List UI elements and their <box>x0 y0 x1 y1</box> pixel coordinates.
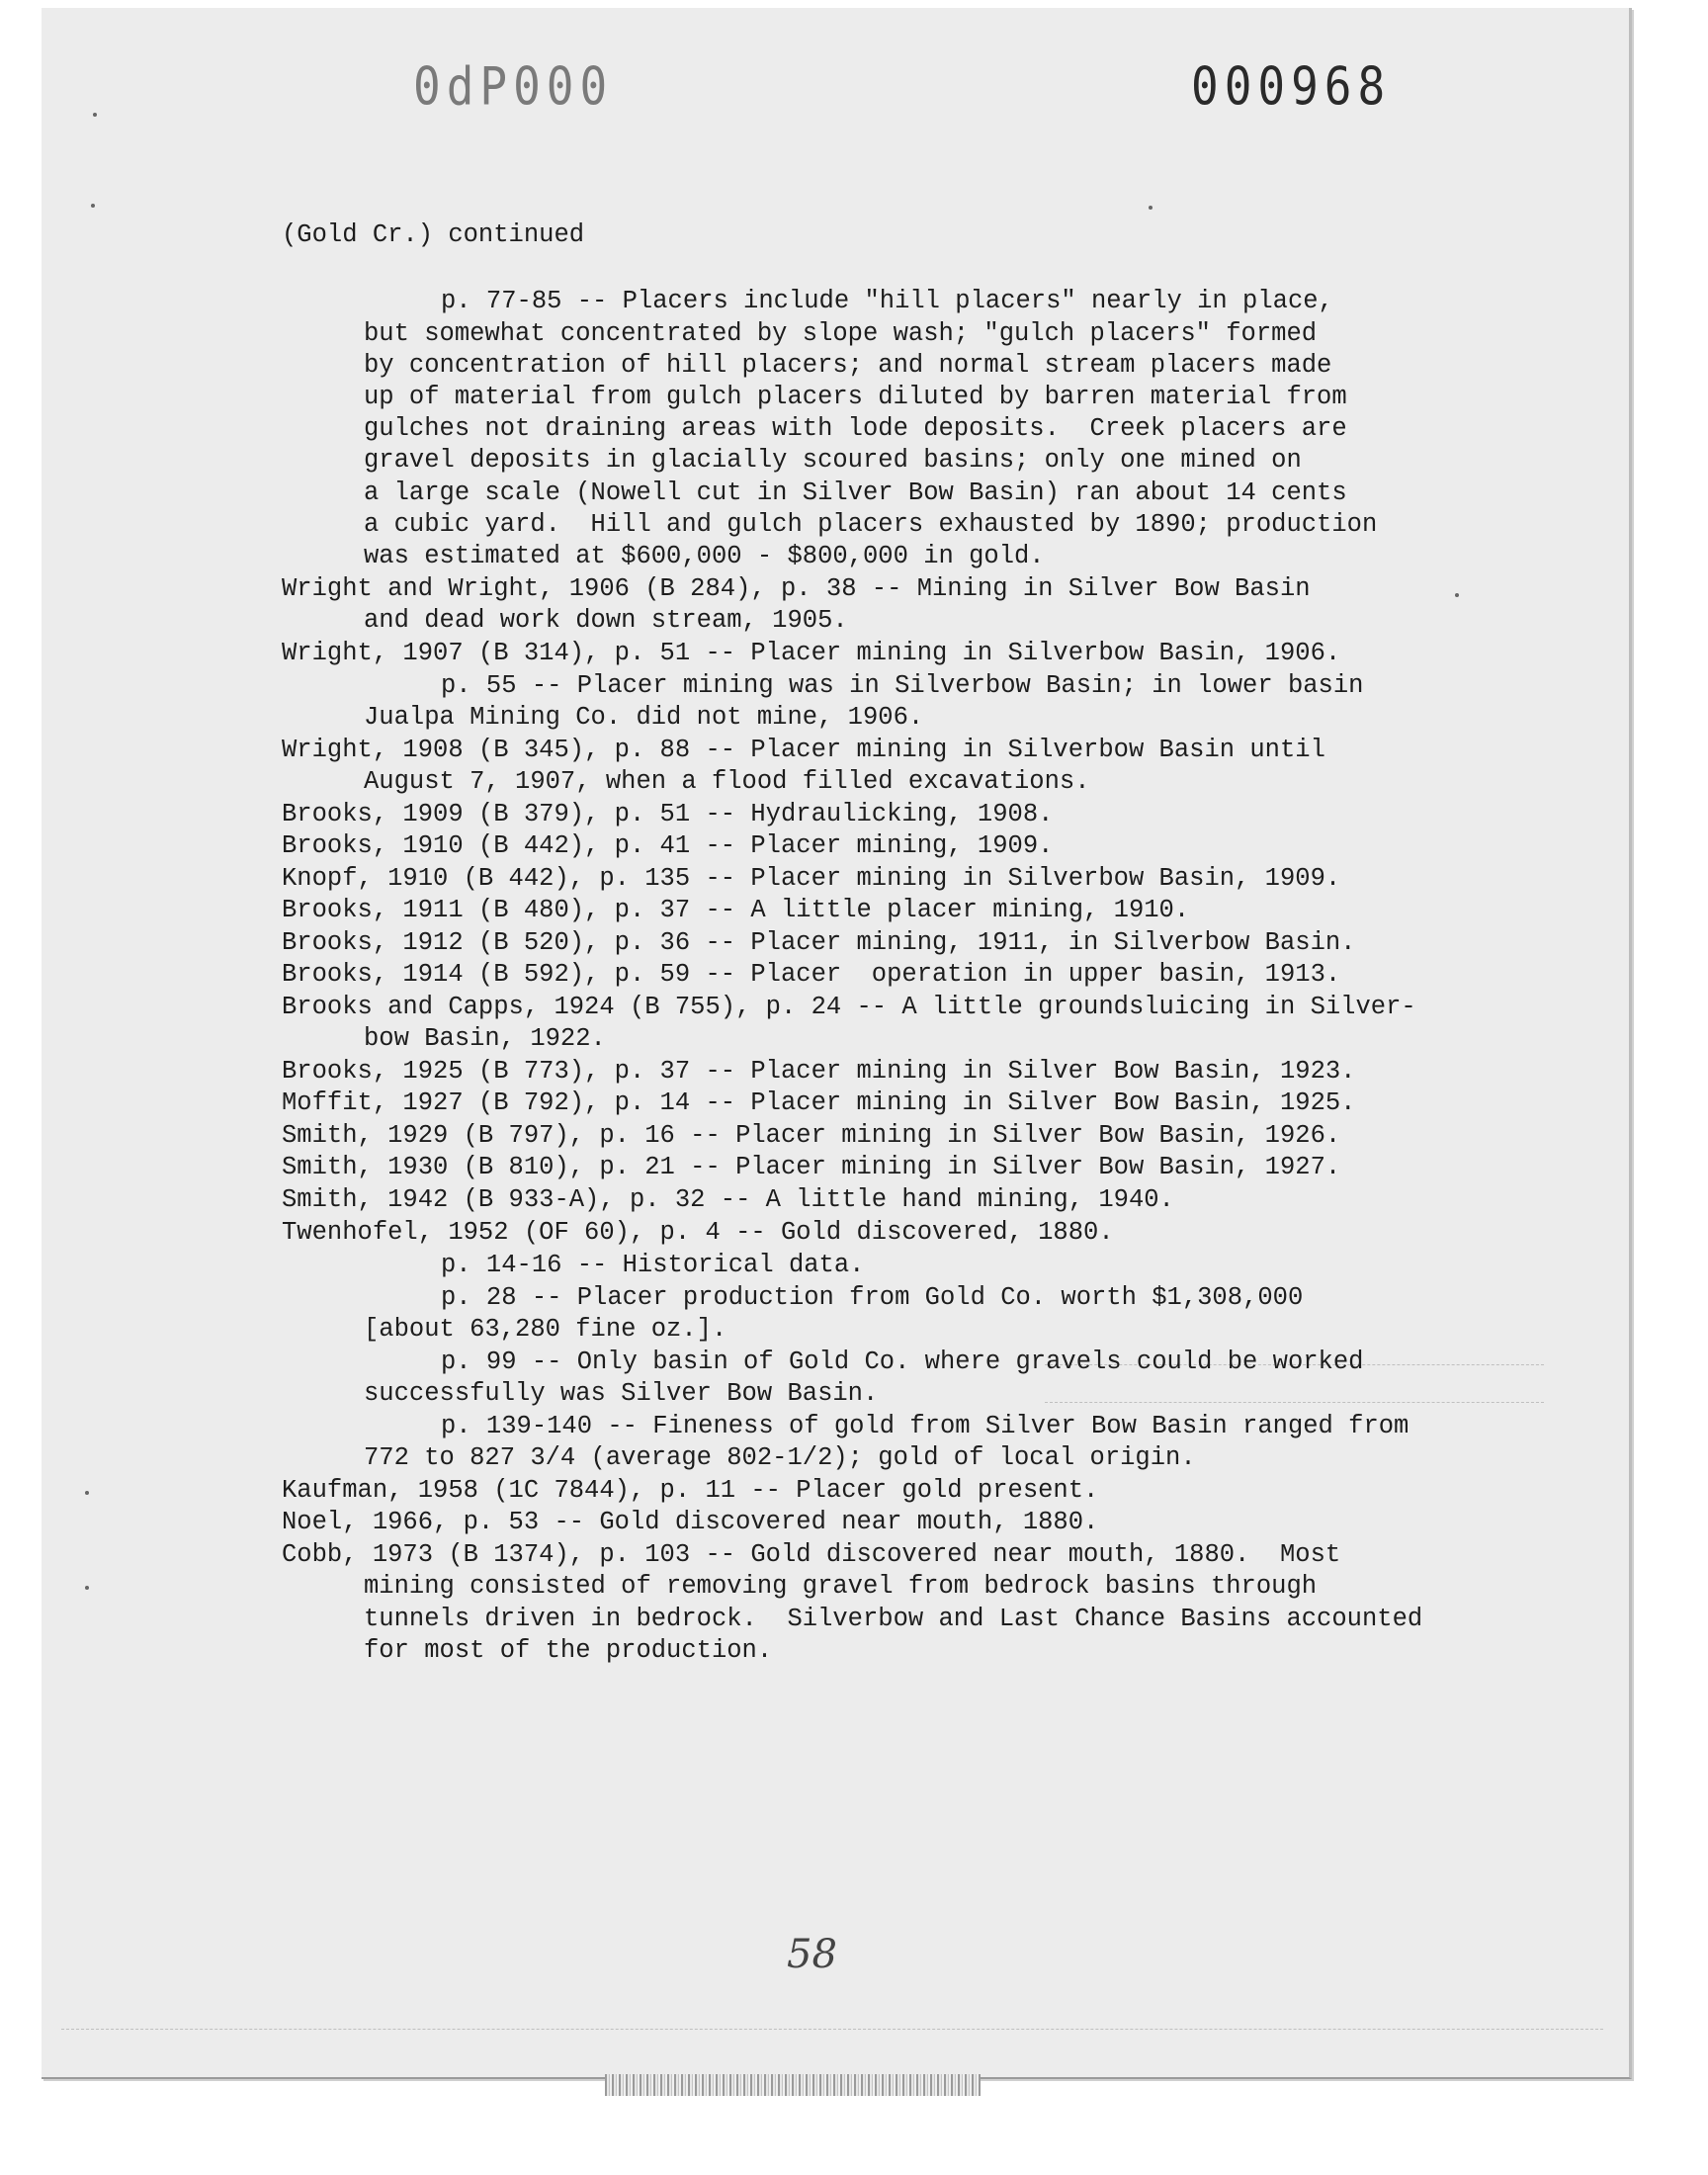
text-line: gulches not draining areas with lode deposits. Creek placers are <box>364 414 1347 443</box>
text-line: and dead work down stream, 1905. <box>364 606 848 635</box>
stamp-left: 0dP000 <box>413 54 614 118</box>
text-line: tunnels driven in bedrock. Silverbow and Last Chance Basins accounted <box>364 1605 1423 1633</box>
text-line: Brooks, 1925 (B 773), p. 37 -- Placer mining in Silver Bow Basin, 1923. <box>282 1057 1356 1086</box>
text-line: p. 77-85 -- Placers include "hill placers" nearly in place, <box>441 287 1333 315</box>
text-line: mining consisted of removing gravel from bedrock basins through <box>364 1572 1318 1601</box>
text-line: August 7, 1907, when a flood filled excavations. <box>364 767 1090 796</box>
text-line: a large scale (Nowell cut in Silver Bow Basin) ran about 14 cents <box>364 478 1347 507</box>
text-line: bow Basin, 1922. <box>364 1024 606 1053</box>
text-line: Smith, 1930 (B 810), p. 21 -- Placer mining in Silver Bow Basin, 1927. <box>282 1153 1341 1181</box>
text-line: Smith, 1929 (B 797), p. 16 -- Placer mining in Silver Bow Basin, 1926. <box>282 1121 1341 1150</box>
stamp-right: 000968 <box>1191 54 1392 118</box>
text-line: Wright, 1907 (B 314), p. 51 -- Placer mining in Silverbow Basin, 1906. <box>282 639 1341 667</box>
text-line: Wright and Wright, 1906 (B 284), p. 38 -- Mining in Silver Bow Basin <box>282 574 1311 603</box>
text-line: Brooks, 1912 (B 520), p. 36 -- Placer mining, 1911, in Silverbow Basin. <box>282 928 1356 957</box>
text-line: Knopf, 1910 (B 442), p. 135 -- Placer mining in Silverbow Basin, 1909. <box>282 864 1341 893</box>
scan-speck <box>1149 206 1153 210</box>
scan-speck <box>93 113 97 117</box>
text-line: Smith, 1942 (B 933-A), p. 32 -- A little hand mining, 1940. <box>282 1185 1174 1214</box>
text-line: Cobb, 1973 (B 1374), p. 103 -- Gold discovered near mouth, 1880. Most <box>282 1540 1341 1569</box>
text-line: (Gold Cr.) continued <box>282 220 585 249</box>
text-line: Noel, 1966, p. 53 -- Gold discovered near mouth, 1880. <box>282 1508 1099 1536</box>
text-line: Brooks, 1909 (B 379), p. 51 -- Hydraulicking, 1908. <box>282 800 1054 828</box>
text-line: p. 14-16 -- Historical data. <box>441 1251 865 1279</box>
text-line: up of material from gulch placers diluted by barren material from <box>364 383 1347 411</box>
faint-border-line <box>61 2029 1603 2030</box>
text-line: 772 to 827 3/4 (average 802-1/2); gold of local origin. <box>364 1443 1196 1472</box>
faint-underline <box>1045 1402 1544 1403</box>
text-line: Twenhofel, 1952 (OF 60), p. 4 -- Gold discovered, 1880. <box>282 1218 1114 1247</box>
text-line: successfully was Silver Bow Basin. <box>364 1379 879 1408</box>
text-line: [about 63,280 fine oz.]. <box>364 1315 727 1344</box>
text-line: by concentration of hill placers; and normal stream placers made <box>364 351 1332 380</box>
text-line: Jualpa Mining Co. did not mine, 1906. <box>364 703 924 732</box>
text-line: Wright, 1908 (B 345), p. 88 -- Placer mining in Silverbow Basin until <box>282 736 1325 764</box>
text-line: Brooks, 1914 (B 592), p. 59 -- Placer operation in upper basin, 1913. <box>282 960 1341 989</box>
text-line: gravel deposits in glacially scoured basins; only one mined on <box>364 446 1302 475</box>
page-number: 58 <box>787 1932 837 1977</box>
text-line: Brooks, 1911 (B 480), p. 37 -- A little placer mining, 1910. <box>282 896 1190 924</box>
scan-speck <box>85 1586 89 1590</box>
text-line: p. 28 -- Placer production from Gold Co. worth $1,308,000 <box>441 1283 1304 1312</box>
text-line: for most of the production. <box>364 1636 773 1665</box>
text-line: p. 139-140 -- Fineness of gold from Silver Bow Basin ranged from <box>441 1412 1409 1440</box>
text-line: a cubic yard. Hill and gulch placers exhausted by 1890; production <box>364 510 1378 539</box>
text-line: but somewhat concentrated by slope wash; "gulch placers" formed <box>364 319 1318 348</box>
text-line: p. 55 -- Placer mining was in Silverbow Basin; in lower basin <box>441 671 1364 700</box>
text-line: Moffit, 1927 (B 792), p. 14 -- Placer mining in Silver Bow Basin, 1925. <box>282 1088 1356 1117</box>
scan-speck <box>1455 593 1459 597</box>
scan-speck <box>91 204 95 208</box>
text-line: Brooks and Capps, 1924 (B 755), p. 24 -- A little groundsluicing in Silver- <box>282 993 1416 1021</box>
scan-speck <box>85 1491 89 1495</box>
text-line: p. 99 -- Only basin of Gold Co. where gravels could be worked <box>441 1348 1364 1376</box>
scan-edge-strip <box>605 2074 981 2096</box>
text-line: was estimated at $600,000 - $800,000 in gold. <box>364 542 1045 570</box>
text-line: Brooks, 1910 (B 442), p. 41 -- Placer mining, 1909. <box>282 831 1054 860</box>
text-line: Kaufman, 1958 (1C 7844), p. 11 -- Placer gold present. <box>282 1476 1099 1505</box>
